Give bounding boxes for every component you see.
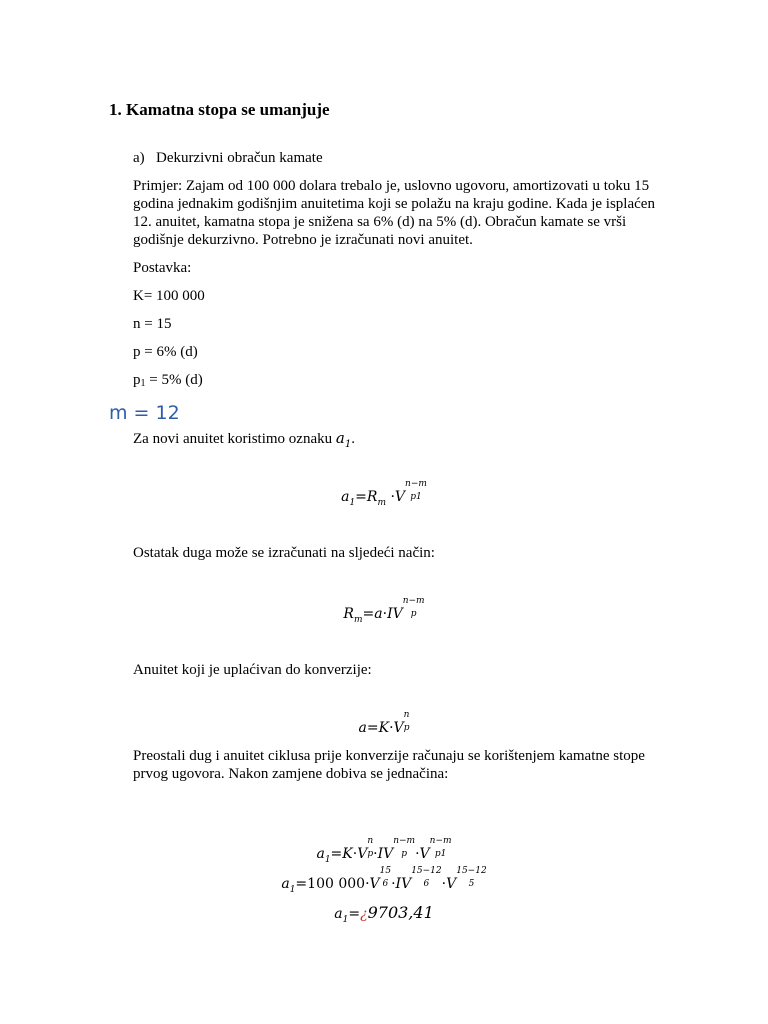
example-line: godina jednakim godišnjim anuitetima koji se polažu na kraju godine. Kada je isplaćen: [133, 196, 655, 212]
paragraph-line: Preostali dug i anuitet ciklusa prije konverzije računaju se korištenjem kamatne stope: [133, 748, 645, 764]
example-line: Primjer: Zajam od 100 000 dolara trebalo je, uslovno ugovoru, amortizovati u toku 15: [133, 178, 650, 194]
example-line: godišnje dekurzivno. Potrebno je izračunati novi anuitet.: [133, 232, 473, 248]
given-periods: n = 15: [133, 316, 172, 332]
section-heading: 1. Kamatna stopa se umanjuje: [109, 100, 330, 119]
result-value: 9703,41: [367, 903, 434, 922]
setup-label: Postavka:: [133, 260, 192, 276]
formula-annuity: a=K·V n p: [358, 710, 410, 736]
given-rate: p = 6% (d): [133, 344, 198, 360]
formula-remaining-debt: $R_m=a\cdot IV$ n−m p: [343, 596, 425, 625]
list-marker: a): [133, 150, 145, 166]
inverted-question-glyph: ¿: [360, 906, 368, 922]
annuity-sentence: Anuitet koji je uplaćivan do konverzije:: [133, 662, 372, 678]
list-item-label: Dekurzivni obračun kamate: [156, 150, 323, 166]
notation-sentence: Za novi anuitet koristimo oznaku $a_1$.: [133, 429, 355, 450]
substitution-paragraph: [133, 747, 645, 783]
formula-substituted: $a_1=100$ 000·V 15 6 ·IV 15−12 6 ·V 15−12 5: [281, 866, 487, 895]
remaining-debt-sentence: Ostatak duga može se izračunati na sljedeći način:: [133, 545, 435, 561]
paragraph-line: prvog ugovora. Nakon zamjene dobiva se jednačina:: [133, 766, 449, 782]
formula-combined: $a_1=K\cdot V$ n p ·IV n−m p ·V n−m p1: [316, 836, 452, 865]
given-new-rate: $p_1 = 5\%$ (d): [133, 372, 203, 389]
formula-new-annuity: $a_1=R_m \cdot V$ n−m p1: [341, 479, 427, 508]
converted-period-heading: m = 12: [109, 402, 180, 424]
list-item-a: [133, 149, 323, 167]
example-line: 12. anuitet, kamatna stopa je snižena sa 6% (d) na 5% (d). Obračun kamate se vrši: [133, 214, 627, 230]
formula-result: $a_1=¿9703,41$: [334, 903, 434, 925]
example-paragraph: [133, 177, 678, 249]
given-principal: K= 100 000: [133, 288, 205, 304]
